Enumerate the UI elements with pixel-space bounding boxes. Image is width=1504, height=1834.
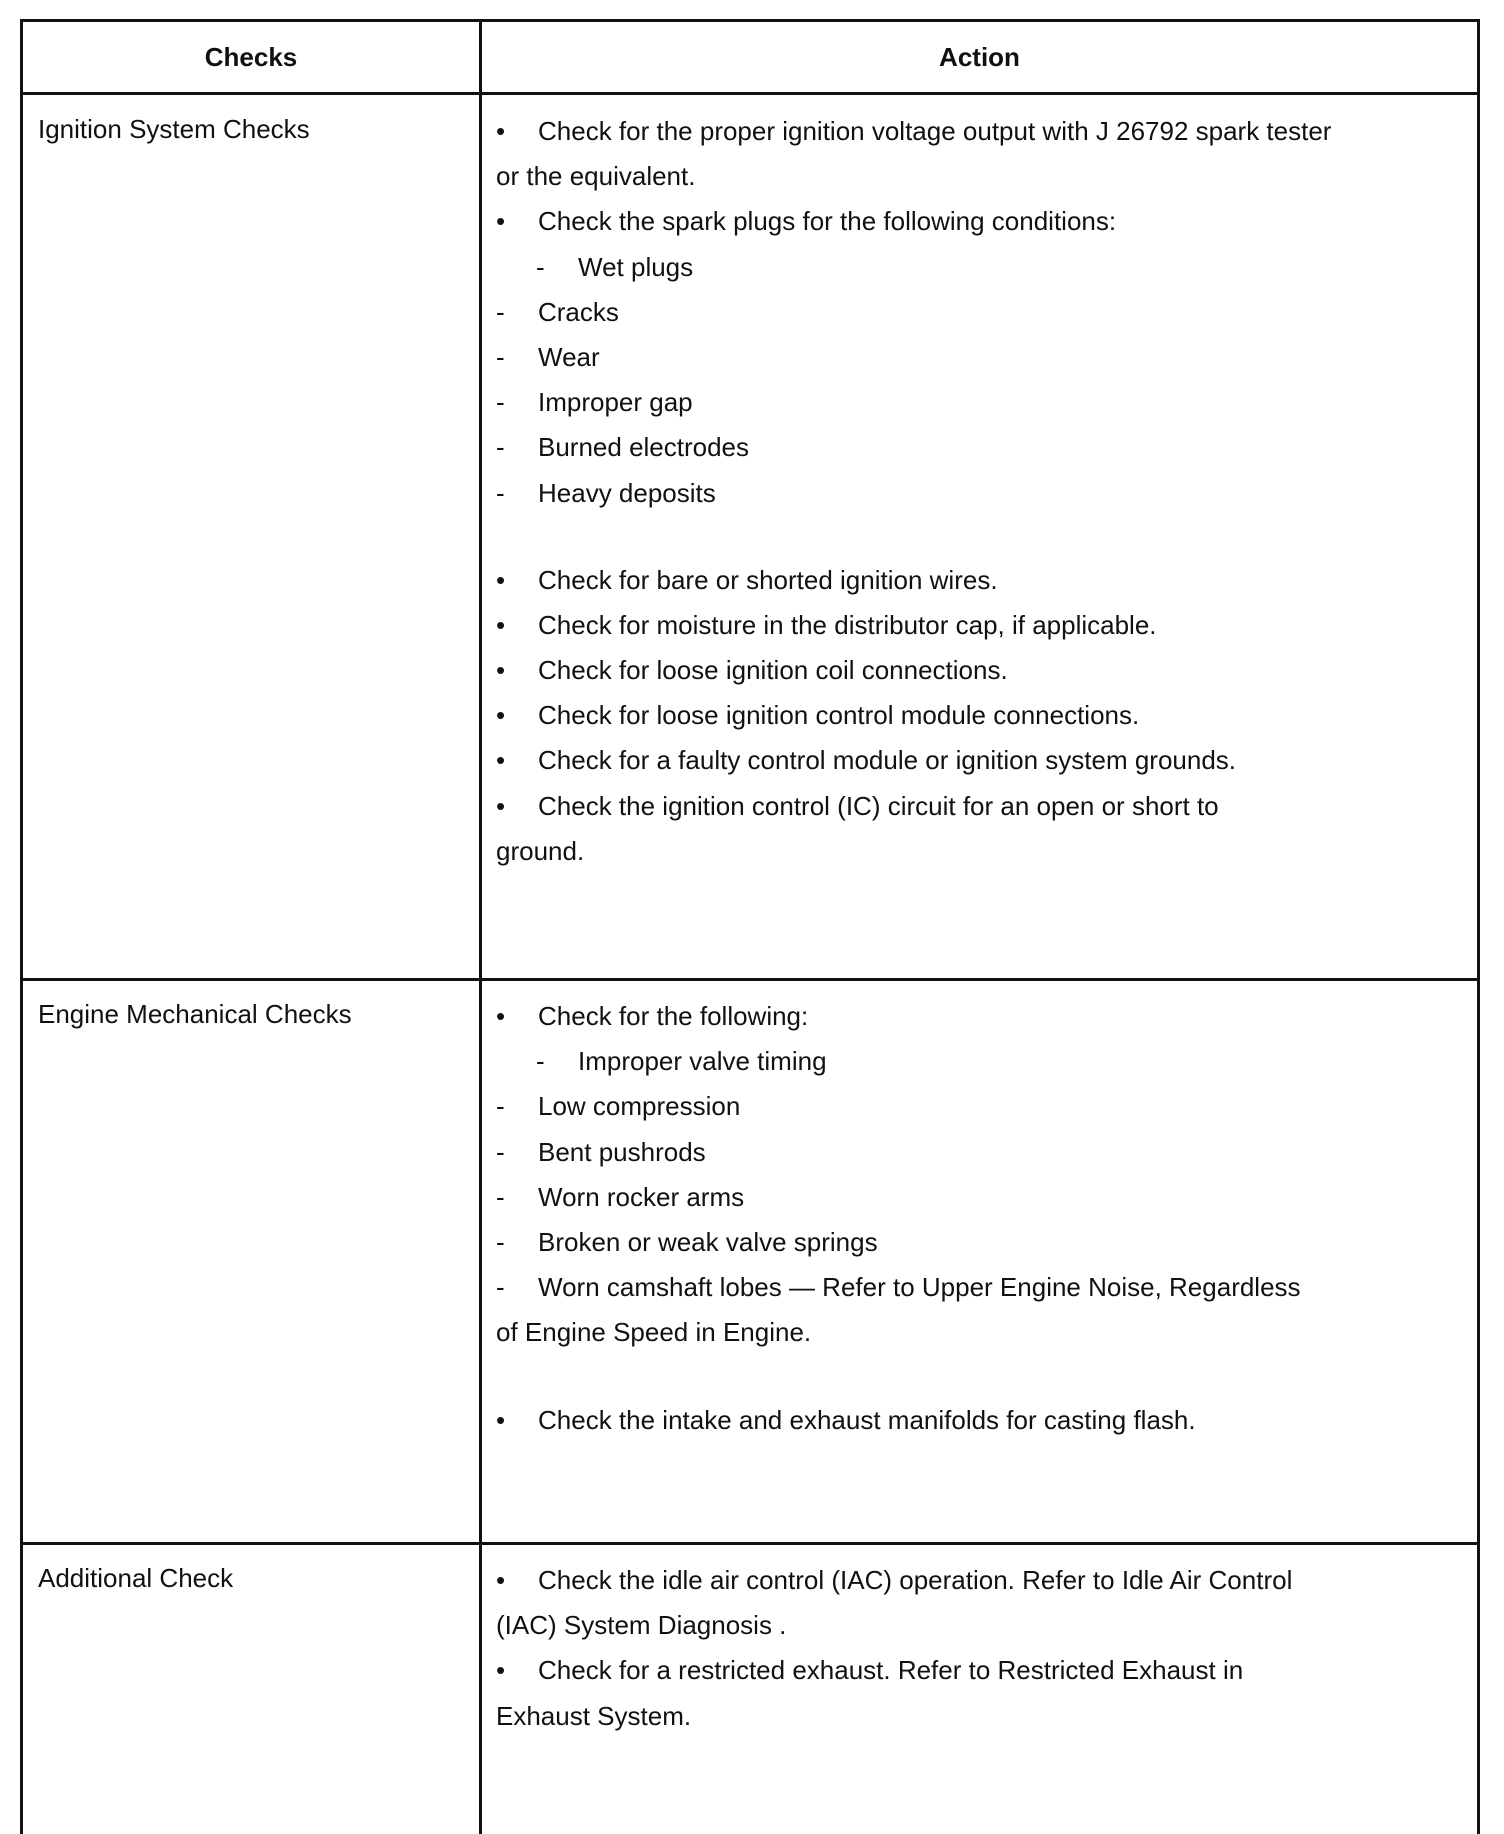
bullet-marker: • xyxy=(496,1001,506,1031)
action-line xyxy=(496,109,1436,154)
action-line: Exhaust System. xyxy=(496,1700,692,1731)
dash-marker: - xyxy=(496,1226,505,1257)
action-line-text: Check for bare or shorted ignition wires. xyxy=(538,564,998,595)
bullet-marker: • xyxy=(496,1404,506,1435)
action-line xyxy=(496,693,1436,738)
action-line xyxy=(496,738,1436,783)
action-line-text: Low compression xyxy=(538,1091,741,1122)
action-line xyxy=(496,245,1436,290)
action-line xyxy=(496,1558,1436,1603)
action-line-text: Wear xyxy=(538,341,600,372)
row-divider xyxy=(23,1542,1477,1545)
dash-marker: - xyxy=(496,1272,505,1303)
action-line-text: Check the intake and exhaust manifolds for casting flash. xyxy=(538,1404,1196,1435)
action-line xyxy=(496,1220,1436,1265)
column-header-checks: Checks xyxy=(204,41,298,72)
action-line-text: Check for a restricted exhaust. Refer to Restricted Exhaust in xyxy=(538,1655,1244,1686)
action-line xyxy=(496,471,1436,516)
check-label-ignition: Ignition System Checks xyxy=(38,114,310,144)
action-line xyxy=(496,335,1436,380)
bullet-marker: • xyxy=(496,745,506,776)
action-line-text: Improper gap xyxy=(538,387,693,418)
action-line xyxy=(496,994,1436,1039)
bullet-marker: • xyxy=(496,564,506,595)
dash-marker: - xyxy=(496,341,505,372)
action-line xyxy=(496,1398,1436,1443)
action-line-text: Check for a faulty control module or ignition system grounds. xyxy=(538,745,1237,776)
action-line xyxy=(496,1265,1436,1310)
action-line-text: Burned electrodes xyxy=(538,432,750,463)
action-line-text: Bent pushrods xyxy=(538,1136,706,1167)
check-label-engine-mechanical: Engine Mechanical Checks xyxy=(38,999,352,1029)
bullet-marker: • xyxy=(496,1565,506,1595)
action-line xyxy=(496,1175,1436,1220)
bullet-marker: • xyxy=(496,116,506,146)
check-label-additional: Additional Check xyxy=(38,1563,234,1593)
action-line-text: Check the ignition control (IC) circuit for an open or short to xyxy=(538,790,1219,821)
action-line-text: Heavy deposits xyxy=(538,477,716,508)
bullet-marker: • xyxy=(496,700,506,731)
bullet-marker: • xyxy=(496,1655,506,1686)
action-cell-additional xyxy=(496,1558,1436,1739)
bullet-marker: • xyxy=(496,609,506,640)
action-line xyxy=(496,784,1436,829)
action-line: of Engine Speed in Engine. xyxy=(496,1317,812,1348)
action-line xyxy=(496,1039,1436,1084)
action-line-text: Worn rocker arms xyxy=(538,1181,745,1212)
action-line-text: Check for loose ignition control module connections. xyxy=(538,700,1140,731)
action-line-text: Wet plugs xyxy=(578,251,694,282)
action-line-text: Improper valve timing xyxy=(578,1046,827,1077)
dash-marker: - xyxy=(496,387,505,418)
checks-table xyxy=(20,19,1480,1834)
action-line xyxy=(496,290,1436,335)
action-line-text: Check for moisture in the distributor cap, if applicable. xyxy=(538,609,1157,640)
action-line xyxy=(496,199,1436,244)
action-line-text: Cracks xyxy=(538,296,619,327)
action-cell-ignition xyxy=(496,109,1436,874)
action-line xyxy=(496,603,1436,648)
action-line-text: Check for loose ignition coil connections. xyxy=(538,655,1008,686)
action-line xyxy=(496,1130,1436,1175)
column-divider xyxy=(479,22,482,1834)
header-divider xyxy=(23,92,1477,95)
bullet-marker: • xyxy=(496,206,506,237)
action-line xyxy=(496,425,1436,470)
action-line: or the equivalent. xyxy=(496,161,696,192)
action-line xyxy=(496,380,1436,425)
action-cell-engine-mechanical xyxy=(496,994,1436,1443)
action-line-text: Broken or weak valve springs xyxy=(538,1226,878,1257)
spacer xyxy=(496,1356,1436,1398)
action-line-text: Check the spark plugs for the following conditions: xyxy=(538,206,1117,237)
dash-marker: - xyxy=(496,1091,505,1122)
dash-marker: - xyxy=(496,432,505,463)
bullet-marker: • xyxy=(496,790,506,821)
action-line-text: Check the idle air control (IAC) operation. Refer to Idle Air Control xyxy=(538,1565,1293,1595)
action-line-text: Check for the proper ignition voltage output with J 26792 spark tester xyxy=(538,116,1332,146)
action-line-text: Worn camshaft lobes — Refer to Upper Engine Noise, Regardless xyxy=(538,1272,1301,1303)
dash-marker: - xyxy=(496,1136,505,1167)
column-header-action: Action xyxy=(939,41,1020,72)
dash-marker: - xyxy=(496,1181,505,1212)
dash-marker: - xyxy=(536,1046,545,1077)
action-line xyxy=(496,558,1436,603)
action-line: (IAC) System Diagnosis . xyxy=(496,1610,787,1641)
action-line xyxy=(496,1648,1436,1693)
action-line xyxy=(496,1084,1436,1129)
action-line: ground. xyxy=(496,835,585,866)
action-line xyxy=(496,648,1436,693)
dash-marker: - xyxy=(496,296,505,327)
row-divider xyxy=(23,978,1477,981)
dash-marker: - xyxy=(536,251,545,282)
spacer xyxy=(496,516,1436,558)
action-line-text: Check for the following: xyxy=(538,1001,809,1031)
dash-marker: - xyxy=(496,477,505,508)
bullet-marker: • xyxy=(496,655,506,686)
